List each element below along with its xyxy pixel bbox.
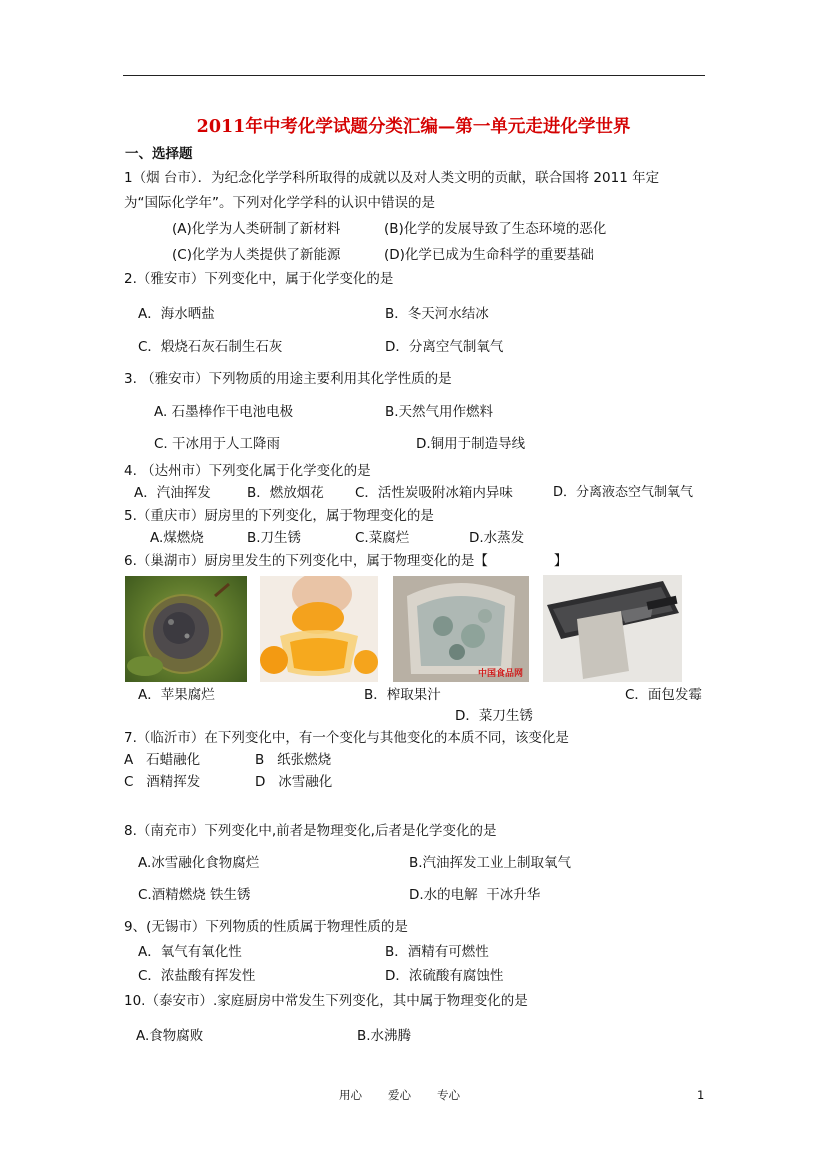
q5-stem: 5.（重庆市）厨房里的下列变化，属于物理变化的是 — [124, 508, 434, 524]
q6-stem-text: 6.（巢湖市）厨房里发生的下列变化中，属于物理变化的是【 — [124, 553, 488, 569]
q2-option-c: C．煅烧石灰石制生石灰 — [138, 339, 283, 355]
moldy-bread-photo — [393, 576, 529, 682]
q8-option-d: D.水的电解 干冰升华 — [409, 887, 541, 903]
q2-option-a: A．海水晒盐 — [138, 306, 215, 322]
q1-line1: 1（烟 台市）．为纪念化学学科所取得的成就以及对人类文明的贡献，联合国将 2011 年定 — [124, 170, 660, 186]
q6-option-b: B．榨取果汁 — [364, 687, 441, 703]
section-heading: 一、选择题 — [125, 146, 193, 162]
q1-option-c: (C)化学为人类提供了新能源 — [172, 247, 341, 263]
q9-option-b: B．酒精有可燃性 — [385, 944, 489, 960]
q5-option-d: D.水蒸发 — [469, 530, 525, 546]
orange-juicer-photo — [260, 576, 378, 682]
q5-option-a: A.煤燃烧 — [150, 530, 204, 546]
q6-option-a: A．苹果腐烂 — [138, 687, 215, 703]
q5-option-c: C.菜腐烂 — [355, 530, 410, 546]
rotten-apple-photo — [125, 576, 247, 682]
footer-slogan-3: 专心 — [437, 1088, 460, 1102]
q7-option-c: C 酒精挥发 — [124, 774, 201, 790]
q10-option-b: B.水沸腾 — [357, 1028, 412, 1044]
q9-option-a: A．氧气有氧化性 — [138, 944, 242, 960]
q1-option-a: (A)化学为人类研制了新材料 — [172, 221, 341, 237]
q1-option-d: (D)化学已成为生命科学的重要基础 — [384, 247, 594, 263]
q4-option-a: A．汽油挥发 — [134, 485, 211, 501]
page-title: 2011年中考化学试题分类汇编—第一单元走进化学世界 — [196, 117, 631, 137]
q6-option-d: D．菜刀生锈 — [455, 708, 533, 724]
q7-option-d: D 冰雪融化 — [255, 774, 333, 790]
bread-watermark: 中国食品网 — [477, 669, 523, 679]
q10-stem: 10.（泰安市）.家庭厨房中常发生下列变化，其中属于物理变化的是 — [124, 993, 528, 1009]
q3-option-d: D.铜用于制造导线 — [416, 436, 526, 452]
q7-option-a: A 石蜡融化 — [124, 752, 201, 768]
q8-option-a: A.冰雪融化食物腐烂 — [138, 855, 260, 871]
q1-line2: 为“国际化学年”。下列对化学学科的认识中错误的是 — [124, 195, 435, 211]
q4-option-b: B．燃放烟花 — [247, 485, 324, 501]
kitchen-knife-photo — [543, 575, 682, 682]
q1-option-b: (B)化学的发展导致了生态环境的恶化 — [384, 221, 607, 237]
q4-option-d: D．分离液态空气制氧气 — [553, 485, 694, 500]
footer-slogan-2: 爱心 — [388, 1088, 411, 1102]
q9-option-d: D．浓硫酸有腐蚀性 — [385, 968, 504, 984]
q4-stem: 4. （达州市）下列变化属于化学变化的是 — [124, 463, 371, 479]
footer-slogan-1: 用心 — [339, 1088, 362, 1102]
q3-option-b: B.天然气用作燃料 — [385, 404, 494, 420]
q8-option-c: C.酒精燃烧 铁生锈 — [138, 887, 251, 903]
page-number: 1 — [697, 1088, 705, 1102]
q8-option-b: B.汽油挥发工业上制取氧气 — [409, 855, 572, 871]
q3-stem: 3. （雅安市）下列物质的用途主要利用其化学性质的是 — [124, 371, 452, 387]
q8-stem: 8.（南充市）下列变化中,前者是物理变化,后者是化学变化的是 — [124, 823, 497, 839]
q3-option-c: C. 干冰用于人工降雨 — [154, 436, 281, 452]
q9-stem: 9、(无锡市）下列物质的性质属于物理性质的是 — [124, 919, 408, 935]
q2-option-b: B．冬天河水结冰 — [385, 306, 489, 322]
q4-option-c: C．活性炭吸附冰箱内异味 — [355, 485, 513, 501]
q6-option-c: C．面包发霉 — [625, 687, 702, 703]
header-rule — [123, 75, 705, 76]
q6-stem — [124, 552, 567, 570]
q9-option-c: C．浓盐酸有挥发性 — [138, 968, 256, 984]
q6-stem-close: 】 — [553, 553, 568, 569]
q7-stem: 7.（临沂市）在下列变化中，有一个变化与其他变化的本质不同，该变化是 — [124, 730, 569, 746]
q3-option-a: A. 石墨棒作干电池电极 — [154, 404, 294, 420]
q2-option-d: D．分离空气制氧气 — [385, 339, 504, 355]
q7-option-b: B 纸张燃烧 — [255, 752, 332, 768]
q5-option-b: B.刀生锈 — [247, 530, 302, 546]
q10-option-a: A.食物腐败 — [136, 1028, 204, 1044]
q2-stem: 2.（雅安市）下列变化中，属于化学变化的是 — [124, 271, 394, 287]
